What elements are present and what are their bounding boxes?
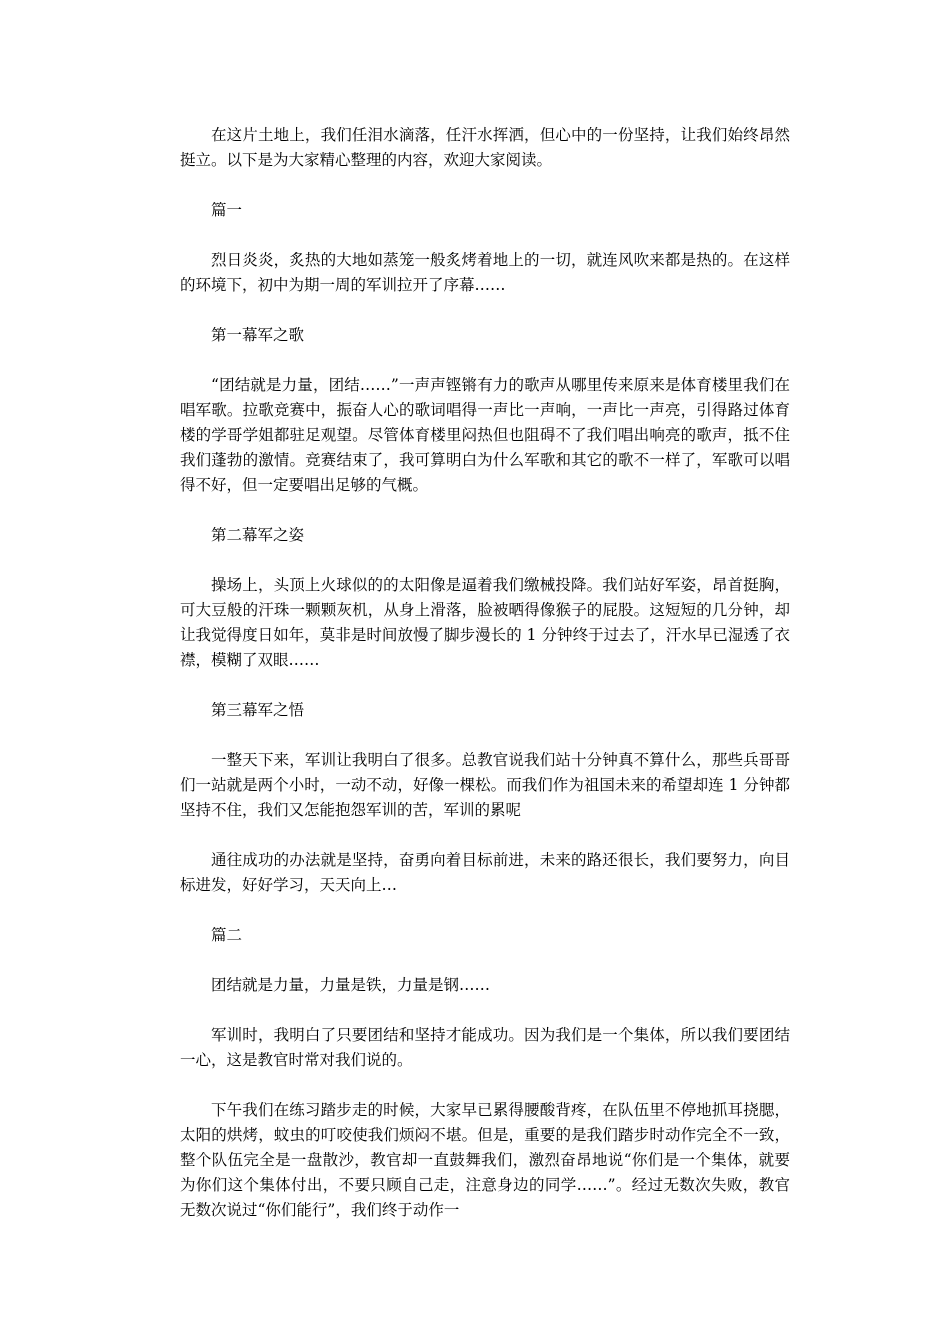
paragraph: 团结就是力量，力量是铁，力量是钢…… (211, 976, 491, 994)
paragraph: 操场上，头顶上火球似的的太阳像是逼着我们缴械投降。我们站好军姿，昂首挺胸，可大豆般的汗珠一颗颗灰机，从身上滑落，脸被晒得像猴子的屁股。这短短的几分钟，却让我觉得度日如年，莫非是时间放慢了脚步漫长的 1 分钟终于过去了，汗水早已湿透了衣襟，模糊了双眼…… (180, 576, 790, 669)
section-heading-part-one: 篇一 (211, 201, 243, 219)
paragraph: 军训时，我明白了只要团结和坚持才能成功。因为我们是一个集体，所以我们要团结一心，这是教官时常对我们说的。 (180, 1026, 790, 1069)
paragraph: 一整天下来，军训让我明白了很多。总教官说我们站十分钟真不算什么，那些兵哥哥们一站就是两个小时，一动不动，好像一棵松。而我们作为祖国未来的希望却连 1 分钟都坚持不住，我们又怎能抱怨军训的苦，军训的累呢 (180, 751, 790, 819)
subheading-posture: 第二幕军之姿 (211, 526, 305, 544)
paragraph: “团结就是力量，团结……”一声声铿锵有力的歌声从哪里传来原来是体育楼里我们在唱军歌。拉歌竞赛中，振奋人心的歌词唱得一声比一声响，一声比一声亮，引得路过体育楼的学哥学姐都驻足观望。尽管体育楼里闷热但也阻碍不了我们唱出响亮的歌声，抵不住我们蓬勃的激情。竞赛结束了，我可算明白为什么军歌和其它的歌不一样了，军歌可以唱得不好，但一定要唱出足够的气概。 (180, 376, 790, 494)
subheading-insight: 第三幕军之悟 (211, 701, 305, 719)
paragraph: 下午我们在练习踏步走的时候，大家早已累得腰酸背疼，在队伍里不停地抓耳挠腮，太阳的烘烤，蚊虫的叮咬使我们烦闷不堪。但是，重要的是我们踏步时动作完全不一致，整个队伍完全是一盘散沙，教官却一直鼓舞我们，激烈奋昂地说“你们是一个集体，就要为你们这个集体付出，不要只顾自己走，注意身边的同学……”。经过无数次失败，教官无数次说过“你们能行”，我们终于动作一 (180, 1101, 790, 1219)
paragraph: 烈日炎炎，炙热的大地如蒸笼一般炙烤着地上的一切，就连风吹来都是热的。在这样的环境下，初中为期一周的军训拉开了序幕…… (180, 251, 790, 294)
document-body (180, 123, 790, 1248)
subheading-song: 第一幕军之歌 (211, 326, 305, 344)
intro-paragraph: 在这片土地上，我们任泪水滴落，任汗水挥洒，但心中的一份坚持，让我们始终昂然挺立。以下是为大家精心整理的内容，欢迎大家阅读。 (180, 126, 790, 169)
paragraph: 通往成功的办法就是坚持，奋勇向着目标前进，未来的路还很长，我们要努力，向目标进发，好好学习，天天向上… (180, 851, 790, 894)
section-heading-part-two: 篇二 (211, 926, 243, 944)
